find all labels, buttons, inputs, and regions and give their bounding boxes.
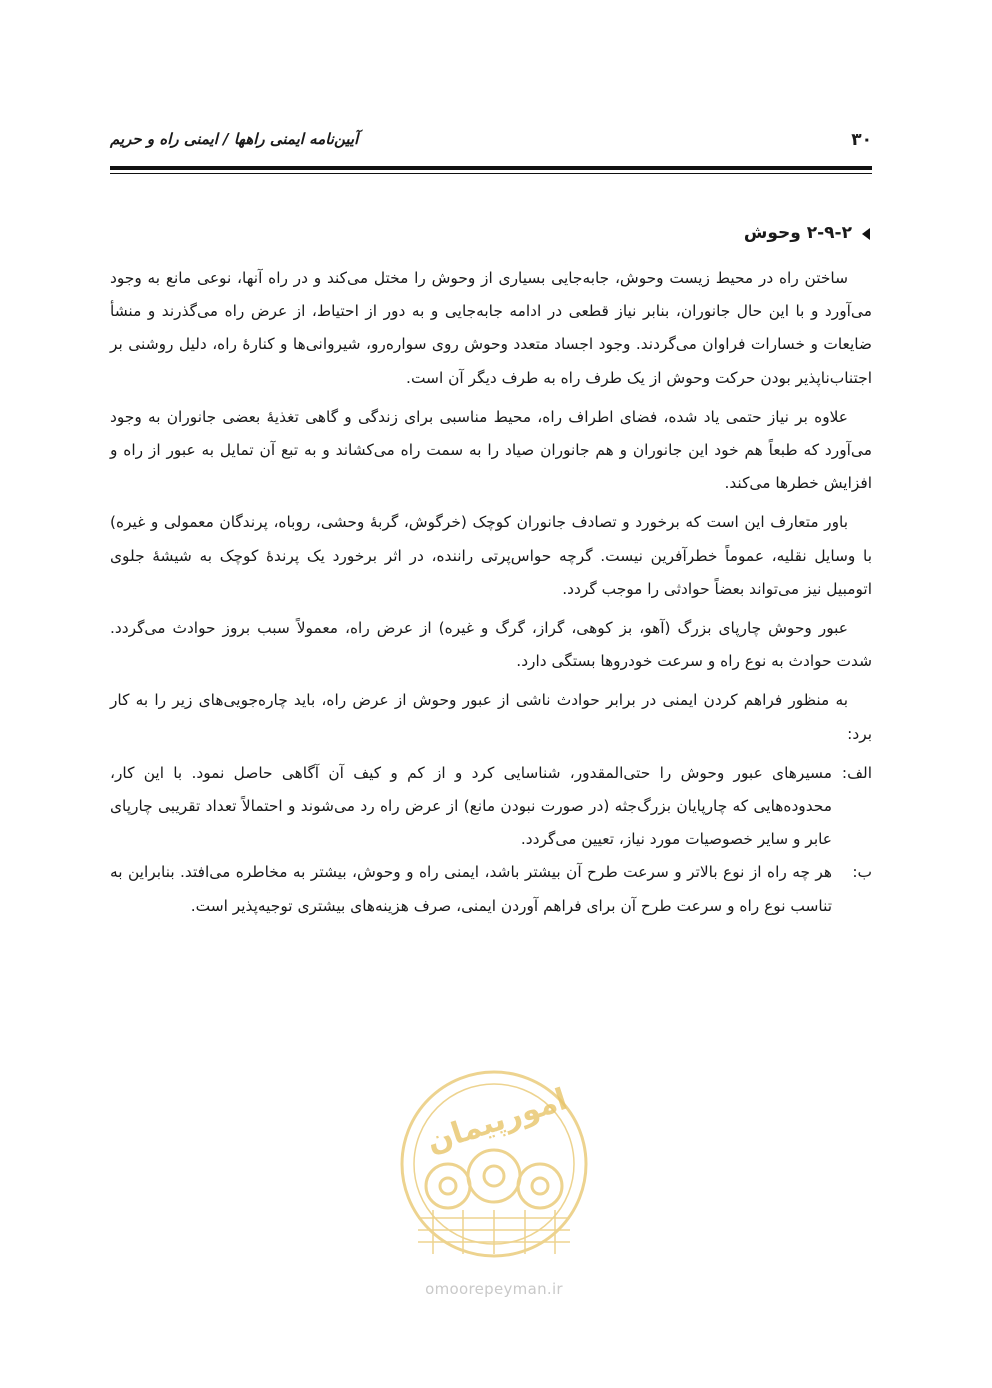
paragraph: به منظور فراهم کردن ایمنی در برابر حوادث ناشی از عبور وحوش از عرض راه، باید چاره‌جویی‌های زیر را به کار برد: xyxy=(110,691,872,743)
triangle-bullet-icon xyxy=(862,228,870,240)
running-title: آیین‌نامه ایمنی راهها / ایمنی راه و حریم xyxy=(110,130,359,148)
gear-icon xyxy=(426,1164,470,1208)
page-number: ۳۰ xyxy=(851,130,872,150)
list-item-text: هر چه راه از نوع بالاتر و سرعت طرح آن بیشتر باشد، ایمنی راه و وحوش، بیشتر به مخاطره می‌افتد. بنابراین به تناسب نوع راه و سرعت طرح آن برای فراهم آوردن ایمنی، صرف هزینه‌های بیشتری توجیه‌پذیر است. xyxy=(110,863,832,915)
watermark-logo xyxy=(388,1068,600,1268)
list-item-label: الف: xyxy=(841,763,872,782)
section-heading-text: ۲-۹-۲ وحوش xyxy=(743,223,852,244)
page-header xyxy=(110,128,872,154)
paragraph: عبور وحوش چارپای بزرگ (آهو، بز کوهی، گراز، گرگ و غیره) از عرض راه، معمولاً سبب بروز حوادث می‌گردد. شدت حوادث به نوع راه و سرعت خودروها بستگی دارد. xyxy=(110,619,872,671)
header-rule-thick xyxy=(110,166,872,170)
list-item-text: مسیرهای عبور وحوش را حتی‌المقدور، شناسایی کرد و از کم و کیف آن آگاهی حاصل نمود. با این کار، محدوده‌هایی که چارپایان بزرگ‌جثه (در صورت نبودن مانع) از عرض راه رد می‌شوند و احتمالاً تعداد تقریبی چارپای عابر و سایر خصوصیات مورد نیاز، تعیین می‌گردد. xyxy=(110,763,832,849)
page-body xyxy=(110,218,872,923)
watermark-logo-text: امورپیمان xyxy=(422,1081,572,1161)
paragraph: باور متعارف این است که برخورد و تصادف جانوران کوچک (خرگوش، گربهٔ وحشی، روباه، پرندگان معمولی و غیره) با وسایل نقلیه، عموماً خطرآفرین نیست. گرچه حواس‌پرتی راننده، در اثر برخورد یک پرندهٔ کوچک به شیشهٔ جلوی اتومبیل نیز می‌تواند بعضاً حوادثی را موجب گردد. xyxy=(110,513,872,598)
list-item-alef xyxy=(110,757,872,857)
section-heading xyxy=(110,218,872,250)
paragraph: ساختن راه در محیط زیست وحوش، جابه‌جایی بسیاری از وحوش را مختل می‌کند و در راه آنها، نوعی مانع به وجود می‌آورد و با این حال جانوران، بنابر نیاز قطعی در ادامه جابه‌جایی و به دور از احتیاط، از عرض راه می‌گذرند و منشأ ضایعات و خسارات فراوان می‌گردند. وجود اجساد متعدد وحوش روی سواره‌رو، شیروانی‌ها و کنارهٔ راه، دلیل روشنی بر اجتناب‌ناپذیر بودن حرکت وحوش از یک طرف راه به طرف دیگر آن است. xyxy=(110,269,872,387)
list-item-label: ب: xyxy=(852,863,872,882)
list-item-be xyxy=(110,856,872,922)
paragraph: علاوه بر نیاز حتمی یاد شده، فضای اطراف راه، محیط مناسبی برای زندگی و گاهی تغذیهٔ بعضی جانوران به وجود می‌آورد که طبعاً هم خود این جانوران و هم جانوران صیاد را به سمت راه می‌کشاند و به تبع آن تمایل به عبور از راه و افزایش خطرها می‌کند. xyxy=(110,407,872,493)
watermark-url: omoorepeyman.ir xyxy=(425,1280,563,1298)
header-rule-thin xyxy=(110,173,872,174)
gear-icon xyxy=(468,1150,520,1202)
gear-icon xyxy=(518,1164,562,1208)
